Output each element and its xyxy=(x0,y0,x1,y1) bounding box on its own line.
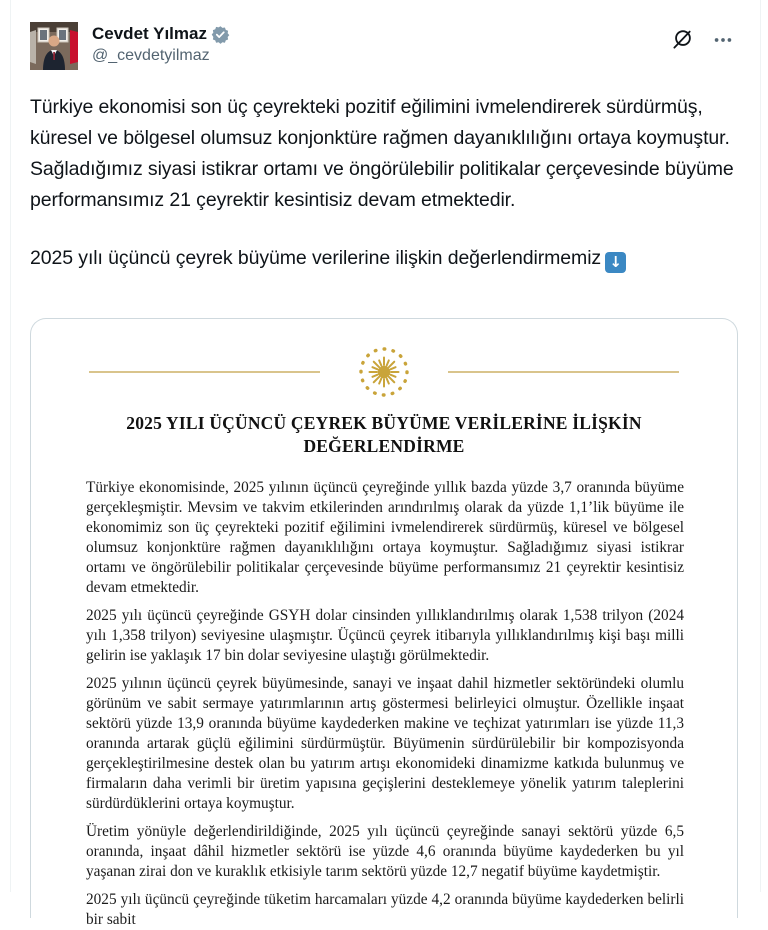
user-block xyxy=(92,24,230,65)
tweet-text xyxy=(30,92,740,274)
down-arrow-emoji: ↓ xyxy=(605,252,626,273)
verified-badge-icon xyxy=(211,25,230,44)
document-paragraph: 2025 yılı üçüncü çeyreğinde GSYH dolar cinsinden yıllıklandırılmış olarak 1,538 trilyon (2024 yılı 1,358 trilyon) seviyesine ulaşmıştır. Üçüncü çeyrek itibarıyla yıllıklandırılmış kişi başı milli gelirin ise yaklaşık 17 bin dolar seviyesine ulaştığı görülmektedir. xyxy=(86,607,684,664)
avatar[interactable] xyxy=(30,22,78,70)
gold-rule-right xyxy=(448,371,679,373)
document-paragraph: 2025 yılının üçüncü çeyrek büyümesinde, sanayi ve inşaat dahil hizmetler sektöründeki olumlu görünüm ve sabit sermaye yatırımlarının artış göstermesi belirleyici olmuştur. Özellikle inşaat sektörü yüzde 13,9 oranında büyüme kaydederken makine ve teçhizat yatırımları ise yüzde 11,3 oranında artarak güçlü eğilimini sürdürmüştür. Büyümenin sürdürülebilir bir kompozisyonda gerçekleştirilmesine destek olan bu yatırım artışı ekonomideki dinamizme katkıda bulunmuş ve firmaların daha verimli bir üretim yapısına geçişlerini desteklemeye yönelik yatırım taleplerini sürdürdüklerini ortaya koymuştur. xyxy=(86,675,684,812)
column-divider-left xyxy=(10,0,11,892)
document-body xyxy=(31,478,737,930)
document-paragraph: Üretim yönüyle değerlendirildiğinde, 2025 yılı üçüncü çeyreğinde sanayi sektörü yüzde 6,5 oranında, inşaat dâhil hizmetler sektörü ise yüzde 4,6 oranında büyüme kaydederken bu yıl yaşanan zirai don ve kuraklık etkisiyle tarım sektörü yüzde 12,7 negatif büyüme kaydetmiştir. xyxy=(86,823,684,880)
gold-rule-left xyxy=(89,371,320,373)
more-options-icon[interactable] xyxy=(712,29,734,51)
display-name[interactable]: Cevdet Yılmaz xyxy=(92,24,207,43)
grok-actions-icon[interactable] xyxy=(671,28,694,51)
tweet-paragraph-2-text: 2025 yılı üçüncü çeyrek büyüme verilerine ilişkin değerlendirmemiz xyxy=(30,247,602,269)
header-actions xyxy=(671,28,734,51)
tweet-media-document[interactable] xyxy=(30,318,738,928)
document-paragraph-clipped: 2025 yılı üçüncü çeyreğinde tüketim harcamaları yüzde 4,2 oranında büyüme kaydederken belirli bir sabit xyxy=(86,891,684,928)
tweet-paragraph-1: Türkiye ekonomisi son üç çeyrekteki pozitif eğilimini ivmelendirerek sürdürmüş, küresel ve bölgesel olumsuz konjonktüre rağmen dayanıklılığını ortaya koymuştur. Sağladığımız siyasi istikrar ortamı ve öngörülebilir politikalar çerçevesinde büyüme performansımız 21 çeyrektir kesintisiz devam etmektedir. xyxy=(30,96,734,211)
document-title-line2: DEĞERLENDİRME xyxy=(303,436,465,456)
document-title xyxy=(31,412,737,458)
presidential-seal-icon xyxy=(356,344,412,400)
user-handle[interactable]: @_cevdetyilmaz xyxy=(92,47,210,64)
document-paragraph: Türkiye ekonomisinde, 2025 yılının üçüncü çeyreğinde yıllık bazda yüzde 3,7 oranında büyüme gerçekleşmiştir. Mevsim ve takvim etkilerinden arındırılmış olarak da yüzde 1,1’lik büyüme ile ekonomimiz son üç çeyrekteki pozitif eğilimini ivmelendirerek sürdürmüş, küresel ve bölgesel olumsuz konjonktüre rağmen dayanıklılığını ortaya koymuştur. Sağladığımız siyasi istikrar ortamı ve öngörülebilir politikalar çerçevesinde büyüme performansımız 21 çeyrektir kesintisiz devam etmektedir. xyxy=(86,479,684,596)
avatar-image xyxy=(30,22,78,70)
document-title-line1: 2025 YILI ÜÇÜNCÜ ÇEYREK BÜYÜME VERİLERİNE İLİŞKİN xyxy=(126,413,642,433)
column-divider-right xyxy=(760,0,761,892)
document-emblem-row xyxy=(31,344,737,400)
tweet-paragraph-2 xyxy=(30,243,740,274)
